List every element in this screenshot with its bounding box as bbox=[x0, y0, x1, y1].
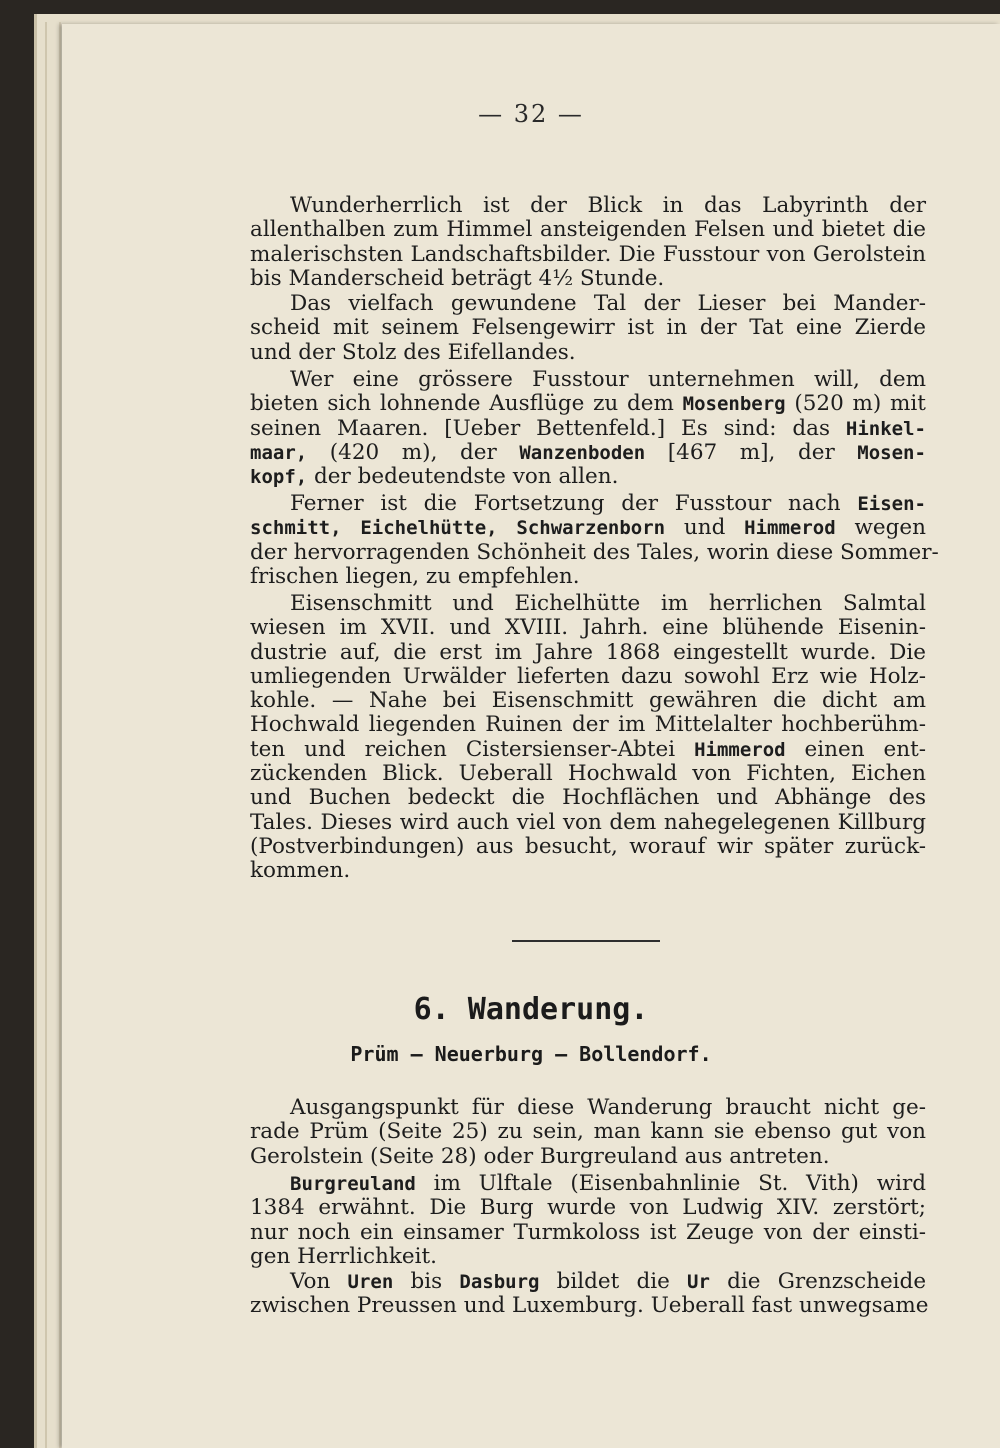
intro-paragraph-5 bbox=[250, 592, 926, 884]
bold-place-name: Schwarzenborn bbox=[516, 517, 666, 540]
text-line: maar, (420 m), der Wanzenboden [467 m], der Mosen- bbox=[250, 439, 926, 465]
text-line: der hervorragenden Schönheit des Tales, worin diese Sommer- bbox=[250, 539, 939, 565]
section-paragraph-1 bbox=[250, 1096, 926, 1169]
text-line: Von Uren bis Dasburg bildet die Ur die Grenzscheide bbox=[290, 1269, 927, 1294]
text-line: Ferner ist die Fortsetzung der Fusstour nach Eisen- bbox=[290, 491, 926, 516]
intro-paragraph-4 bbox=[250, 491, 939, 589]
page-number: — 32 — bbox=[478, 100, 584, 128]
intro-paragraph-2 bbox=[250, 292, 926, 365]
book-page bbox=[62, 24, 1000, 1448]
text-line: Ausgangspunkt für diese Wanderung braucht nicht ge- bbox=[290, 1095, 926, 1120]
bold-place-name: Wanzenboden bbox=[519, 441, 646, 464]
bold-place-name: schmitt, bbox=[250, 517, 342, 540]
text-line: rade Prüm (Seite 25) zu sein, man kann sie ebenso gut von bbox=[250, 1119, 926, 1145]
text-line: seinen Maaren. [Ueber Bettenfeld.] Es sind: das Hinkel- bbox=[250, 415, 926, 441]
text-line: Das vielfach gewundene Tal der Lieser bei Mander- bbox=[290, 291, 926, 316]
text-line: ten und reichen Cistersienser-Abtei Himmerod einen ent- bbox=[250, 736, 926, 762]
text-line: dustrie auf, die erst im Jahre 1868 eingestellt wurde. Die bbox=[250, 639, 926, 665]
section-paragraph-3 bbox=[250, 1269, 929, 1319]
text-line: Burgreuland im Ulftale (Eisenbahnlinie St. Vith) wird bbox=[290, 1171, 927, 1196]
bold-place-name: Uren bbox=[347, 1271, 394, 1293]
bold-place-name: kopf, bbox=[250, 466, 308, 489]
route-subtitle: Prüm — Neuerburg — Bollendorf. bbox=[350, 1042, 712, 1066]
text-line: umliegenden Urwälder lieferten dazu sowohl Erz wie Holz- bbox=[250, 663, 926, 689]
text-line: gen Herrlichkeit. bbox=[250, 1243, 437, 1269]
section-divider bbox=[512, 940, 660, 942]
text-line: Wunderherrlich ist der Blick in das Labyrinth der bbox=[290, 193, 926, 218]
text-line: (Postverbindungen) aus besucht, worauf wir später zurück- bbox=[250, 833, 926, 859]
text-line: Gerolstein (Seite 28) oder Burgreuland aus antreten. bbox=[250, 1143, 830, 1169]
text-line: bieten sich lohnende Ausflüge zu dem Mosenberg (520 m) mit bbox=[250, 391, 926, 417]
text-line: bis Manderscheid beträgt 4½ Stunde. bbox=[250, 265, 665, 291]
bold-place-name: Mosen- bbox=[857, 441, 926, 464]
text-line: zückenden Blick. Ueberall Hochwald von Fichten, Eichen bbox=[250, 761, 926, 787]
text-line: Wer eine grössere Fusstour unternehmen will, dem bbox=[290, 367, 926, 392]
bold-place-name: Mosenberg bbox=[682, 393, 786, 416]
bold-place-name: Ur bbox=[687, 1271, 710, 1293]
text-line: nur noch ein einsamer Turmkoloss ist Zeuge von der einsti- bbox=[250, 1219, 926, 1245]
text-line: kohle. — Nahe bei Eisenschmitt gewähren die dicht am bbox=[250, 688, 926, 714]
bold-place-name: Himmerod bbox=[694, 738, 786, 761]
text-line: kommen. bbox=[250, 858, 351, 884]
text-line: 1384 erwähnt. Die Burg wurde von Ludwig XIV. zerstört; bbox=[250, 1195, 926, 1221]
section-paragraph-2 bbox=[250, 1172, 926, 1269]
text-line: schmitt, Eichelhütte, Schwarzenborn und Himmerod wegen bbox=[250, 515, 926, 541]
bold-place-name: Hinkel- bbox=[845, 417, 926, 440]
bold-place-name: Himmerod bbox=[744, 517, 836, 540]
bold-place-name: Dasburg bbox=[459, 1271, 540, 1293]
text-line: Eisenschmitt und Eichelhütte im herrlichen Salmtal bbox=[290, 591, 926, 616]
intro-paragraph-3 bbox=[250, 368, 926, 489]
section-heading: 6. Wanderung. bbox=[413, 992, 649, 1027]
text-line: Tales. Dieses wird auch viel von dem nahegelegenen Killburg bbox=[250, 809, 926, 835]
text-line: scheid mit seinem Felsengewirr ist in der Tat eine Zierde bbox=[250, 315, 926, 341]
text-line: zwischen Preussen und Luxemburg. Ueberall fast unwegsame bbox=[250, 1293, 929, 1319]
bold-place-name: Eichelhütte, bbox=[360, 517, 498, 540]
text-line: allenthalben zum Himmel ansteigenden Felsen und bietet die bbox=[250, 217, 926, 243]
text-line: kopf, der bedeutendste von allen. bbox=[250, 464, 619, 490]
bold-place-name: Burgreuland bbox=[290, 1173, 416, 1195]
intro-paragraph-1 bbox=[250, 194, 926, 291]
text-line: Hochwald liegenden Ruinen der im Mittelalter hochberühm- bbox=[250, 712, 926, 738]
bold-place-name: maar, bbox=[250, 441, 308, 464]
text-line: und der Stolz des Eifellandes. bbox=[250, 339, 576, 365]
text-line: frischen liegen, zu empfehlen. bbox=[250, 563, 580, 589]
text-line: wiesen im XVII. und XVIII. Jahrh. eine blühende Eisenin- bbox=[250, 615, 926, 641]
bold-place-name: Eisen- bbox=[857, 493, 926, 515]
text-line: und Buchen bedeckt die Hochflächen und Abhänge des bbox=[250, 785, 926, 811]
text-line: malerischsten Landschaftsbilder. Die Fusstour von Gerolstein bbox=[250, 241, 926, 267]
